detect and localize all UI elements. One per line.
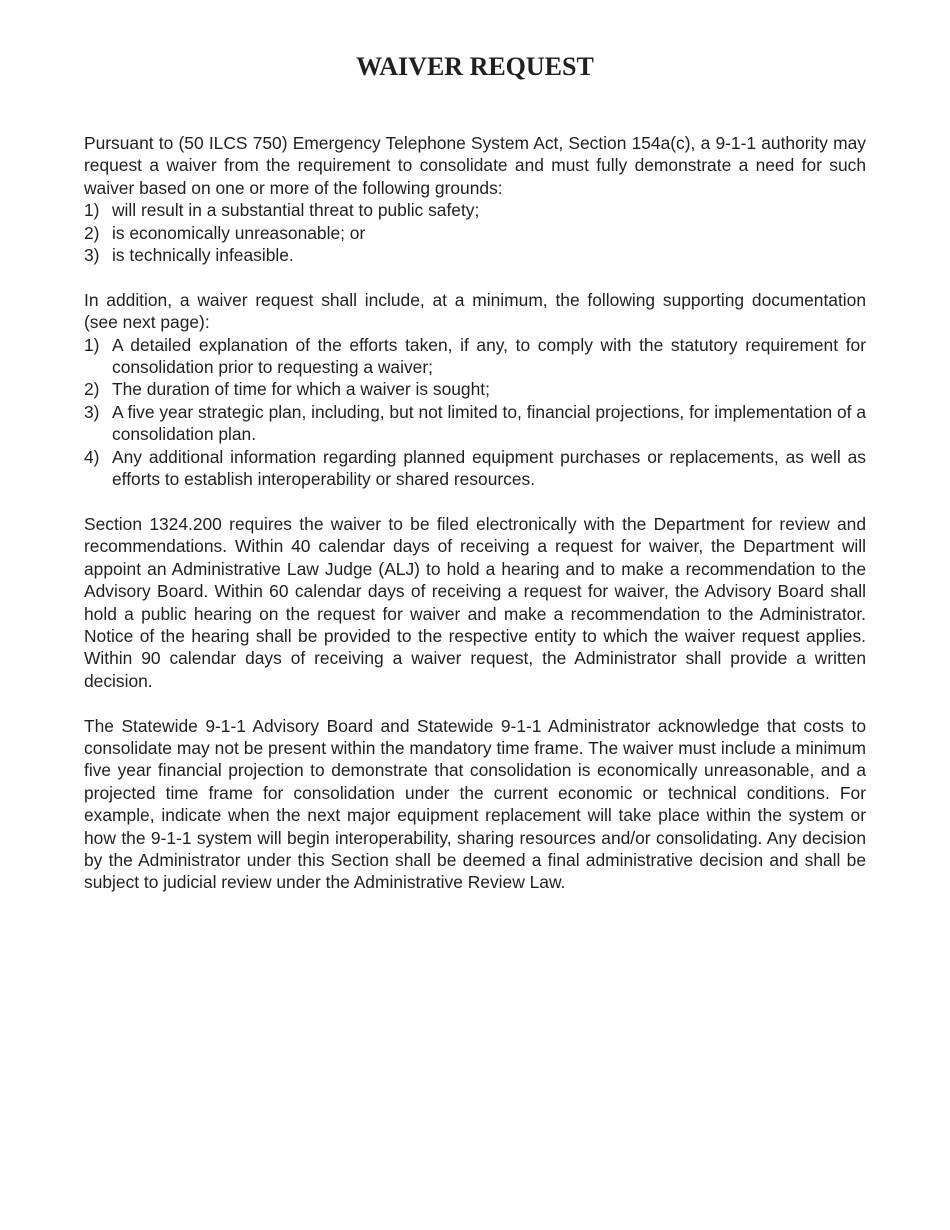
grounds-list [84,199,866,266]
list-item-text: is economically unreasonable; or [112,222,366,243]
intro-paragraph: Pursuant to (50 ILCS 750) Emergency Telephone System Act, Section 154a(c), a 9-1-1 authority may request a waiver from the requirement to consolidate and must fully demonstrate a need for such waiver based on one or more of the following grounds: [84,133,866,198]
list-item-text: will result in a substantial threat to public safety; [112,200,480,221]
list-item [84,334,866,379]
list-item [84,199,866,221]
list-item [84,222,866,244]
list-item-number: 2) [84,379,100,400]
list-item-number: 4) [84,446,100,467]
documentation-intro-paragraph: In addition, a waiver request shall include, at a minimum, the following supporting documentation (see next page): [84,289,866,333]
section-paragraph: Section 1324.200 requires the waiver to be filed electronically with the Department for review and recommendations. Within 40 calendar days of receiving a request for waiver, the Department will appoint an Administrative Law Judge (ALJ) to hold a hearing and to make a recommendation to the Advisory Board. Within 60 calendar days of receiving a request for waiver, the Advisory Board shall hold a public hearing on the request for waiver and make a recommendation to the Administrator. Notice of the hearing shall be provided to the respective entity to which the waiver request applies. Within 90 calendar days of receiving a waiver request, the Administrator shall provide a written decision. [84,513,866,691]
list-item-text: Any additional information regarding planned equipment purchases or replacements, as well as efforts to establish interoperability or shared resources. [112,446,866,490]
list-item-text: is technically infeasible. [112,245,294,266]
list-item-number: 2) [84,222,100,243]
list-item-text: The duration of time for which a waiver is sought; [112,379,490,400]
list-item [84,244,866,266]
list-item [84,446,866,491]
document-page [84,52,866,894]
list-item-number: 3) [84,401,100,422]
document-body [84,132,866,894]
list-item-number: 1) [84,200,100,221]
documentation-list [84,334,866,491]
list-item [84,401,866,446]
closing-paragraph: The Statewide 9-1-1 Advisory Board and Statewide 9-1-1 Administrator acknowledge that costs to consolidate may not be present within the mandatory time frame. The waiver must include a minimum five year financial projection to demonstrate that consolidation is economically unreasonable, and a projected time frame for consolidation under the current economic or technical conditions. For example, indicate when the next major equipment replacement will take place within the system or how the 9-1-1 system will begin interoperability, sharing resources and/or consolidating. Any decision by the Administrator under this Section shall be deemed a final administrative decision and shall be subject to judicial review under the Administrative Review Law. [84,715,866,893]
list-item-number: 3) [84,245,100,266]
list-item-text: A detailed explanation of the efforts taken, if any, to comply with the statutory requirement for consolidation prior to requesting a waiver; [112,334,866,378]
list-item-number: 1) [84,334,100,355]
list-item [84,378,866,400]
list-item-text: A five year strategic plan, including, but not limited to, financial projections, for implementation of a consolidation plan. [112,401,866,445]
page-title: WAIVER REQUEST [356,52,594,81]
